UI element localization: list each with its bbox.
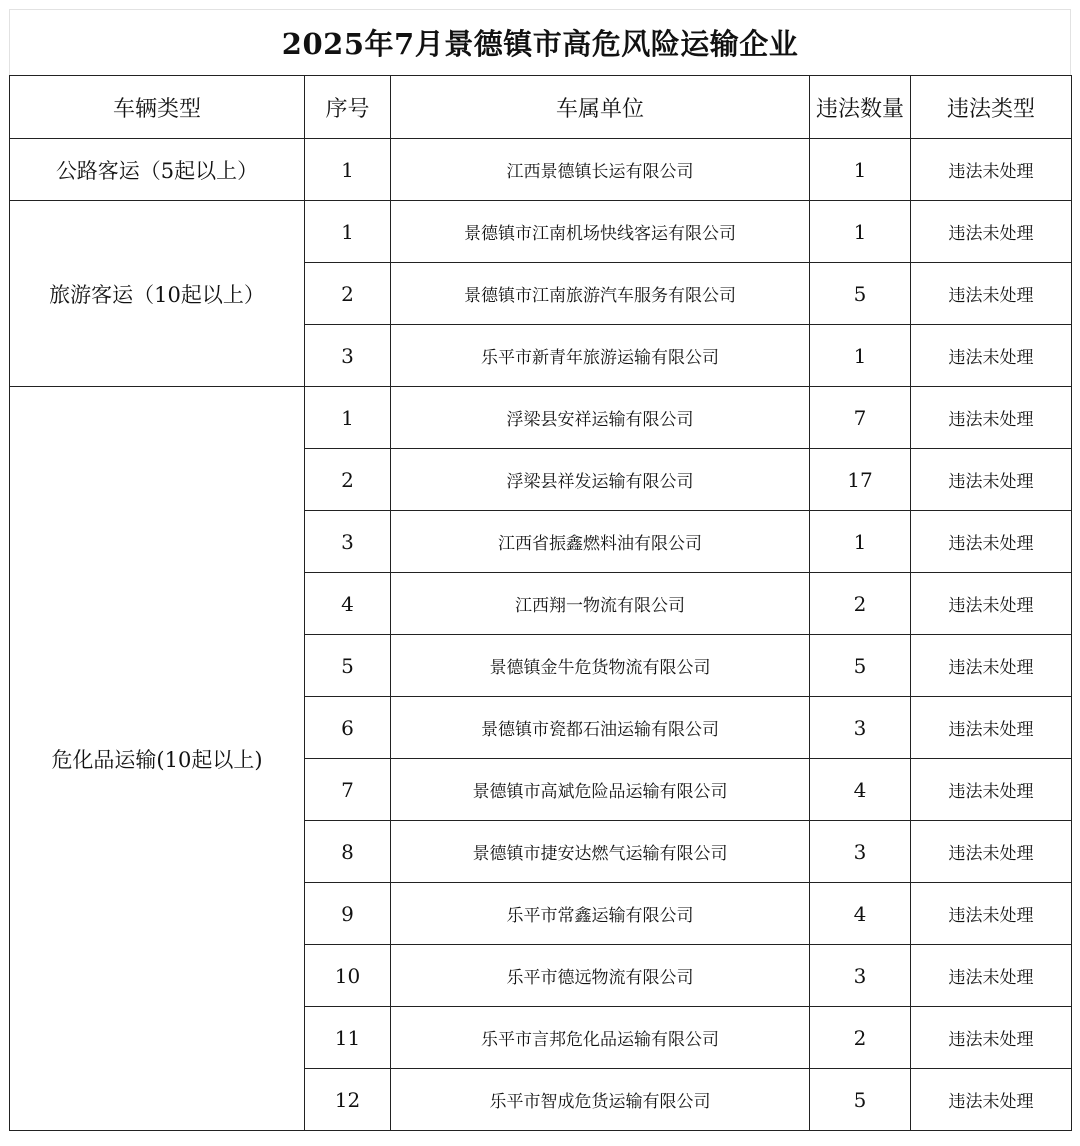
violation-type-cell: 违法未处理: [911, 697, 1072, 759]
violation-type-cell: 违法未处理: [911, 883, 1072, 945]
enterprise-table: [9, 75, 1072, 1131]
unit-cell: 景德镇市江南机场快线客运有限公司: [391, 201, 810, 263]
unit-cell: 乐平市言邦危化品运输有限公司: [391, 1007, 810, 1069]
seq-cell: 2: [305, 449, 391, 511]
unit-cell: 江西省振鑫燃料油有限公司: [391, 511, 810, 573]
unit-cell: 景德镇市江南旅游汽车服务有限公司: [391, 263, 810, 325]
seq-cell: 1: [305, 387, 391, 449]
seq-cell: 10: [305, 945, 391, 1007]
count-cell: 5: [810, 1069, 911, 1131]
count-cell: 4: [810, 883, 911, 945]
header-seq: 序号: [305, 76, 391, 139]
vehicle-type-cell: 公路客运（5起以上）: [10, 139, 305, 201]
seq-cell: 8: [305, 821, 391, 883]
count-cell: 1: [810, 201, 911, 263]
count-cell: 3: [810, 697, 911, 759]
violation-type-cell: 违法未处理: [911, 1007, 1072, 1069]
seq-cell: 4: [305, 573, 391, 635]
seq-cell: 2: [305, 263, 391, 325]
unit-cell: 江西翔一物流有限公司: [391, 573, 810, 635]
unit-cell: 乐平市常鑫运输有限公司: [391, 883, 810, 945]
seq-cell: 3: [305, 325, 391, 387]
table-row: [10, 139, 1072, 201]
count-cell: 1: [810, 325, 911, 387]
seq-cell: 5: [305, 635, 391, 697]
table-row: [10, 387, 1072, 449]
violation-type-cell: 违法未处理: [911, 1069, 1072, 1131]
seq-cell: 9: [305, 883, 391, 945]
violation-type-cell: 违法未处理: [911, 325, 1072, 387]
seq-cell: 12: [305, 1069, 391, 1131]
seq-cell: 1: [305, 139, 391, 201]
seq-cell: 1: [305, 201, 391, 263]
table-row: [10, 201, 1072, 263]
count-cell: 5: [810, 263, 911, 325]
seq-cell: 7: [305, 759, 391, 821]
header-unit: 车属单位: [391, 76, 810, 139]
unit-cell: 景德镇市捷安达燃气运输有限公司: [391, 821, 810, 883]
count-cell: 17: [810, 449, 911, 511]
violation-type-cell: 违法未处理: [911, 759, 1072, 821]
unit-cell: 乐平市德远物流有限公司: [391, 945, 810, 1007]
header-vehicle-type: 车辆类型: [10, 76, 305, 139]
count-cell: 1: [810, 139, 911, 201]
violation-type-cell: 违法未处理: [911, 511, 1072, 573]
unit-cell: 景德镇市高斌危险品运输有限公司: [391, 759, 810, 821]
violation-type-cell: 违法未处理: [911, 821, 1072, 883]
unit-cell: 景德镇金牛危货物流有限公司: [391, 635, 810, 697]
table-header-row: [10, 76, 1072, 139]
vehicle-type-cell: 危化品运输(10起以上): [10, 387, 305, 1131]
violation-type-cell: 违法未处理: [911, 139, 1072, 201]
violation-type-cell: 违法未处理: [911, 387, 1072, 449]
seq-cell: 3: [305, 511, 391, 573]
count-cell: 2: [810, 573, 911, 635]
violation-type-cell: 违法未处理: [911, 201, 1072, 263]
unit-cell: 江西景德镇长运有限公司: [391, 139, 810, 201]
violation-type-cell: 违法未处理: [911, 945, 1072, 1007]
violation-type-cell: 违法未处理: [911, 449, 1072, 511]
count-cell: 3: [810, 945, 911, 1007]
vehicle-type-cell: 旅游客运（10起以上）: [10, 201, 305, 387]
violation-type-cell: 违法未处理: [911, 573, 1072, 635]
unit-cell: 景德镇市瓷都石油运输有限公司: [391, 697, 810, 759]
seq-cell: 11: [305, 1007, 391, 1069]
unit-cell: 乐平市新青年旅游运输有限公司: [391, 325, 810, 387]
count-cell: 7: [810, 387, 911, 449]
count-cell: 2: [810, 1007, 911, 1069]
unit-cell: 乐平市智成危货运输有限公司: [391, 1069, 810, 1131]
header-violation-type: 违法类型: [911, 76, 1072, 139]
page-title: 2025年7月景德镇市高危风险运输企业: [9, 9, 1071, 75]
violation-type-cell: 违法未处理: [911, 635, 1072, 697]
unit-cell: 浮梁县祥发运输有限公司: [391, 449, 810, 511]
unit-cell: 浮梁县安祥运输有限公司: [391, 387, 810, 449]
violation-type-cell: 违法未处理: [911, 263, 1072, 325]
count-cell: 1: [810, 511, 911, 573]
seq-cell: 6: [305, 697, 391, 759]
count-cell: 5: [810, 635, 911, 697]
count-cell: 3: [810, 821, 911, 883]
count-cell: 4: [810, 759, 911, 821]
header-count: 违法数量: [810, 76, 911, 139]
